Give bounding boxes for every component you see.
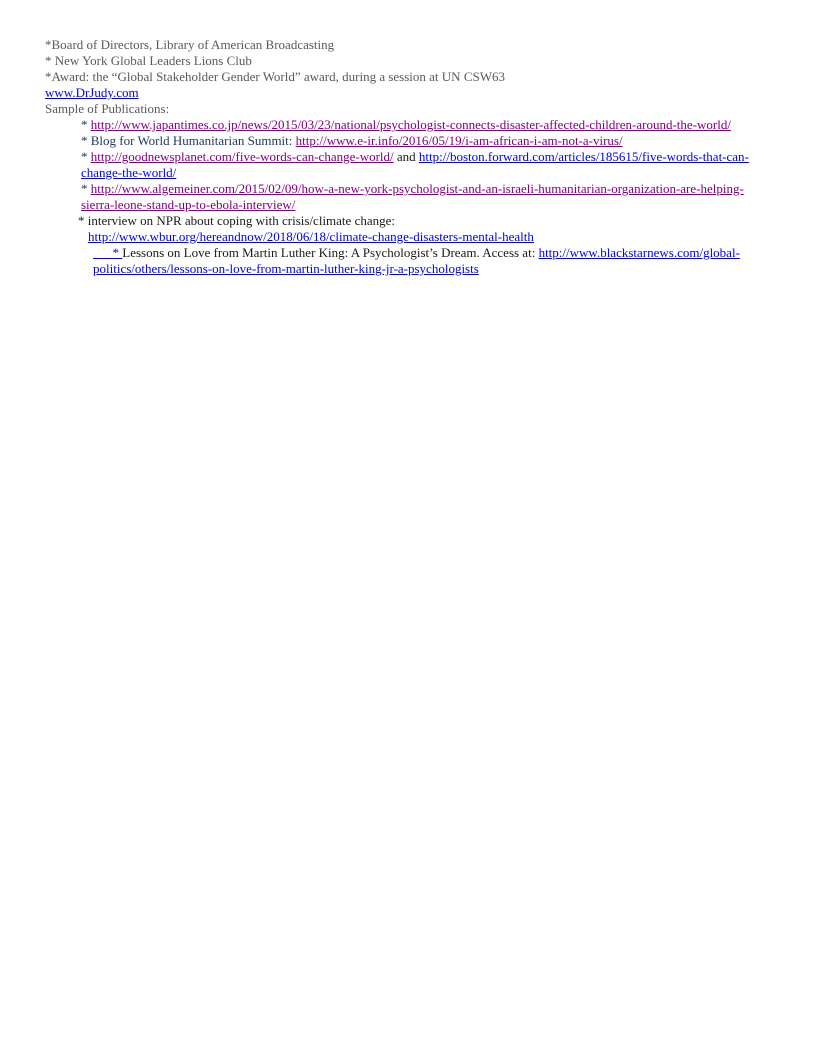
forward-link[interactable]: http://boston.forward.com/articles/185615/five-words-that-can-change-the-world/ [81, 149, 749, 180]
goodnewsplanet-link[interactable]: http://goodnewsplanet.com/five-words-can-change-world/ [90, 149, 394, 164]
publication-mlk [45, 245, 775, 277]
blackstarnews-link[interactable]: http://www.blackstarnews.com/global-politics/others/lessons-on-love-from-martin-luther-king-jr-a-psychologists [93, 245, 740, 276]
npr-description: * interview on NPR about coping with crisis/climate change: [78, 213, 395, 228]
document-page [45, 37, 775, 277]
publications-heading: Sample of Publications: [45, 101, 170, 116]
website-link[interactable]: www.DrJudy.com [45, 85, 139, 100]
board-membership-line: *Board of Directors, Library of American Broadcasting [45, 37, 335, 52]
wbur-link[interactable]: http://www.wbur.org/hereandnow/2018/06/18/climate-change-disasters-mental-health [88, 229, 534, 244]
e-ir-link[interactable]: http://www.e-ir.info/2016/05/19/i-am-african-i-am-not-a-virus/ [295, 133, 623, 148]
japantimes-link[interactable]: http://www.japantimes.co.jp/news/2015/03/23/national/psychologist-connects-disaster-affected-children-around-the-world/ [90, 117, 731, 132]
publication-blog [45, 133, 775, 149]
mlk-title: Lessons on Love from Martin Luther King: A Psychologist’s Dream. Access at: [122, 245, 539, 260]
lions-club-line: * New York Global Leaders Lions Club [45, 53, 252, 68]
blog-label: * Blog for World Humanitarian Summit: [81, 133, 296, 148]
publication-npr [45, 213, 775, 245]
and-joiner: and [393, 149, 419, 164]
publication-japantimes [45, 117, 775, 133]
award-line: *Award: the “Global Stakeholder Gender World” award, during a session at UN CSW63 [45, 69, 505, 84]
bullet: * [81, 181, 91, 196]
bullet: * [93, 245, 123, 260]
bullet: * [81, 117, 91, 132]
publication-five-words [45, 149, 775, 181]
algemeiner-link[interactable]: http://www.algemeiner.com/2015/02/09/how-a-new-york-psychologist-and-an-israeli-humanitarian-organization-are-helping-sierra-leone-stand-up-to-ebola-interview/ [81, 181, 744, 212]
bullet: * [81, 149, 91, 164]
publication-algemeiner [45, 181, 775, 213]
